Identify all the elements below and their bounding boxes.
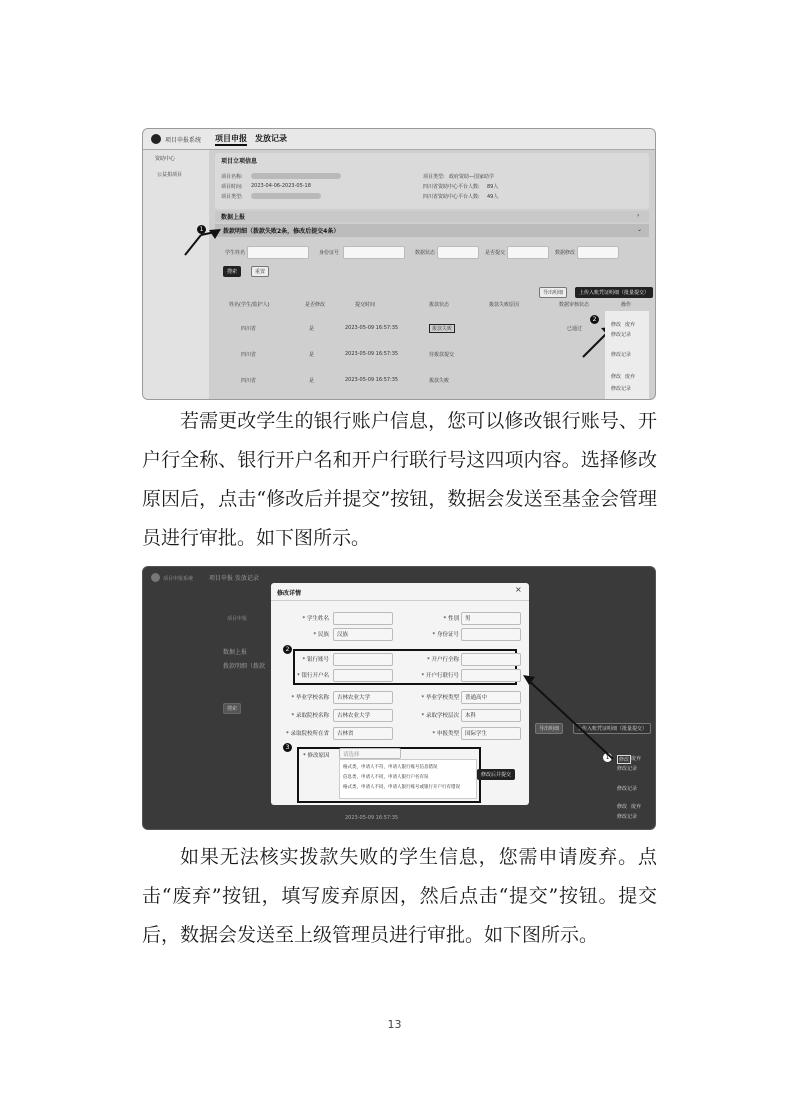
paragraph-discard: 如果无法核实拨款失败的学生信息，您需申请废弃。点击“废弃”按钮，填写废弃原因，然后点击“提交”按钮。提交后，数据会发送至上级管理员进行审批。如下图所示。 <box>142 846 657 946</box>
column-header: 操作 <box>621 302 632 308</box>
bg-action: 修改 <box>617 804 628 810</box>
project-field-label: 项目类型: <box>221 194 243 200</box>
bg-action: 修改记录 <box>617 766 638 772</box>
cell-status: 拨款失败 <box>429 378 450 384</box>
form-field-label: * 身份证号 <box>432 632 459 638</box>
column-header: 提交时间 <box>355 302 376 308</box>
form-field-label: * 录取学校层次 <box>421 713 459 719</box>
form-field-value: 国际学生 <box>465 731 488 737</box>
cell-modified: 是 <box>309 378 315 384</box>
cell-modified: 是 <box>309 352 315 358</box>
bg-left-text: 数据上报 <box>223 649 248 656</box>
cell-name: 四川省 <box>241 378 257 384</box>
edit-history-link[interactable]: 修改记录 <box>611 386 632 392</box>
form-field-label: * 银行账号 <box>302 657 329 663</box>
paragraph-modify-bank-info: 若需更改学生的银行账户信息，您可以修改银行账号、开户行全称、银行开户名和开户行联行号这四项内容。选择修改原因后，点击“修改后并提交”按钮，数据会发送至基金会管理员进行审批。如下图所示。 <box>142 410 657 549</box>
form-field-label: * 录取院校所在省 <box>286 731 329 737</box>
id-number-filter[interactable] <box>343 246 405 259</box>
form-field-value: 吉林农业大学 <box>337 713 371 719</box>
cell-modified: 是 <box>309 326 315 332</box>
filter-label: 数据修改 <box>555 250 576 256</box>
project-field-label: 项目类型: <box>423 174 445 180</box>
page-number: 13 <box>387 1018 402 1031</box>
cell-time: 2023-05-09 16:57:35 <box>345 377 399 383</box>
app-name: 项目申报系统 <box>165 137 202 144</box>
close-icon[interactable]: × <box>515 585 522 594</box>
form-field-label: * 学生姓名 <box>302 616 329 622</box>
dialog-title: 修改详情 <box>277 590 302 597</box>
tab-payment-records[interactable]: 发放记录 <box>255 134 287 143</box>
project-field-label: 项目时间: <box>221 184 243 190</box>
form-field-input[interactable] <box>333 653 393 666</box>
edit-link[interactable]: 修改 <box>611 322 622 328</box>
project-field-value: 政府资助—国家助学 <box>449 174 495 180</box>
column-header: 拨款失败原因 <box>489 302 520 308</box>
filter-label: 数据状态 <box>415 250 436 256</box>
data-status-filter[interactable] <box>437 246 479 259</box>
column-header: 姓名(学生/监护人) <box>229 302 270 308</box>
tab-project-apply[interactable]: 项目申报 <box>215 133 247 146</box>
reason-option[interactable]: 格式类，申请人不符，申请人银行账号信息错误 <box>343 765 438 770</box>
form-field-label: * 银行开户名 <box>297 673 329 679</box>
form-field-input[interactable] <box>333 612 393 625</box>
discard-link[interactable]: 废弃 <box>625 374 636 380</box>
project-field-label: 项目名称: <box>221 174 243 180</box>
upload-voucher-button[interactable]: 上传入账凭证明细（批量提交） <box>575 287 653 298</box>
callout-badge: 2 <box>283 645 292 654</box>
bg-action: 修改记录 <box>617 786 638 792</box>
callout-badge: 3 <box>283 743 292 752</box>
form-field-value: 汉族 <box>337 632 349 638</box>
project-field-value: 2023-04-06-2023-05-18 <box>251 183 311 189</box>
cell-name: 四川省 <box>241 352 257 358</box>
sidebar-item-charity-project[interactable]: 公益捐项目 <box>157 172 183 178</box>
project-field-value: 89人 <box>487 184 499 190</box>
submitted-filter[interactable] <box>507 246 549 259</box>
project-field-label: 四川省资助中心平台人数: <box>423 184 480 190</box>
edit-history-link[interactable]: 修改记录 <box>611 352 632 358</box>
column-header: 是否修改 <box>305 302 326 308</box>
bg-left-text: 拨款明细（拨款 <box>223 663 266 670</box>
bg-export-button: 导出明细 <box>535 723 563 734</box>
reset-button[interactable]: 重置 <box>251 266 269 277</box>
column-header: 拨款状态 <box>429 302 450 308</box>
form-field-label: * 毕业学校名称 <box>291 695 329 701</box>
form-field-input[interactable] <box>333 669 393 682</box>
callout-badge: 1 <box>197 225 206 234</box>
form-field-label: * 毕业学校类型 <box>421 695 459 701</box>
form-field-value: 男 <box>465 616 471 622</box>
form-field-input[interactable] <box>461 628 521 641</box>
discard-link[interactable]: 废弃 <box>625 322 636 328</box>
filter-label: 学生姓名 <box>225 250 246 256</box>
bg-action: 修改 <box>619 757 630 763</box>
sidebar-item-aid-center[interactable]: 资助中心 <box>155 156 176 162</box>
callout-badge: 1 <box>603 753 612 762</box>
student-name-filter[interactable] <box>247 246 309 259</box>
reason-label: * 修改原因 <box>303 753 330 759</box>
form-field-value: 普通高中 <box>465 695 488 701</box>
form-field-value: 吉林农业大学 <box>337 695 371 701</box>
form-field-label: * 申报类型 <box>432 731 459 737</box>
chevron-right-icon[interactable]: › <box>637 212 640 219</box>
cell-time: 2023-05-09 16:57:35 <box>345 325 399 331</box>
form-field-value: 本科 <box>465 713 477 719</box>
form-field-label: * 民族 <box>313 632 329 638</box>
bg-tabs: 项目申报 发放记录 <box>209 575 259 582</box>
cell-time: 2023-05-09 16:57:35 <box>345 351 399 357</box>
form-field-label: * 开户行联行号 <box>421 673 459 679</box>
screenshot-modify-dialog <box>142 566 656 830</box>
form-field-value: 吉林省 <box>337 731 354 737</box>
section-data-title: 数据上报 <box>221 214 246 221</box>
filter-label: 身份证号 <box>319 250 340 256</box>
edit-history-link[interactable]: 修改记录 <box>611 332 632 338</box>
edit-link[interactable]: 修改 <box>611 374 622 380</box>
filter-label: 是否提交 <box>485 250 506 256</box>
callout-arrow-icon <box>143 129 655 399</box>
bg-action: 修改记录 <box>617 814 638 820</box>
bg-search-button: 搜索 <box>223 703 241 714</box>
form-field-label: * 录取院校名称 <box>291 713 329 719</box>
cell-status: 拨款失败 <box>429 324 455 333</box>
reason-option[interactable]: 信息类，申请人不同，申请人银行户名有误 <box>343 775 429 780</box>
screenshot-data-report <box>142 128 656 400</box>
cell-audit: 已通过 <box>567 326 583 332</box>
bg-time: 2023-05-09 16:57:35 <box>345 815 399 821</box>
chevron-down-icon[interactable]: ⌄ <box>637 226 643 233</box>
cell-name: 四川省 <box>241 326 257 332</box>
bg-action: 废弃 <box>631 804 642 810</box>
project-field-label: 四川省资助中心平台人数: <box>423 194 480 200</box>
bg-left-text: 项目申报 <box>227 616 248 622</box>
project-field-value: 49人 <box>487 194 499 200</box>
bg-app-name: 项目申报系统 <box>163 576 194 582</box>
bg-action: 废弃 <box>631 756 642 762</box>
cell-status: 待拨款提交 <box>429 352 455 358</box>
modified-filter[interactable] <box>577 246 619 259</box>
reason-placeholder: 请选择 <box>343 752 360 758</box>
form-field-input[interactable] <box>461 653 521 666</box>
failed-detail-link[interactable]: 拨款明细（拨款失败2条，修改后提交4条） <box>223 228 340 235</box>
form-field-input[interactable] <box>461 669 521 682</box>
section-project-title: 项目立项信息 <box>221 158 258 165</box>
search-button[interactable]: 搜索 <box>223 266 241 277</box>
form-field-label: * 开户行全称 <box>427 657 459 663</box>
callout-badge: 2 <box>590 315 599 324</box>
export-detail-button[interactable]: 导出明细 <box>539 287 567 298</box>
bg-upload-button: 上传入账凭证明细（批量提交） <box>573 723 651 734</box>
modify-submit-button[interactable]: 修改后并提交 <box>477 769 515 780</box>
column-header: 数据审核状态 <box>559 302 590 308</box>
reason-option[interactable]: 格式类，申请人不同，申请人银行账号或银行开户行有错误 <box>343 785 460 790</box>
form-field-label: * 性别 <box>443 616 459 622</box>
callout-arrow-icon <box>143 567 655 829</box>
